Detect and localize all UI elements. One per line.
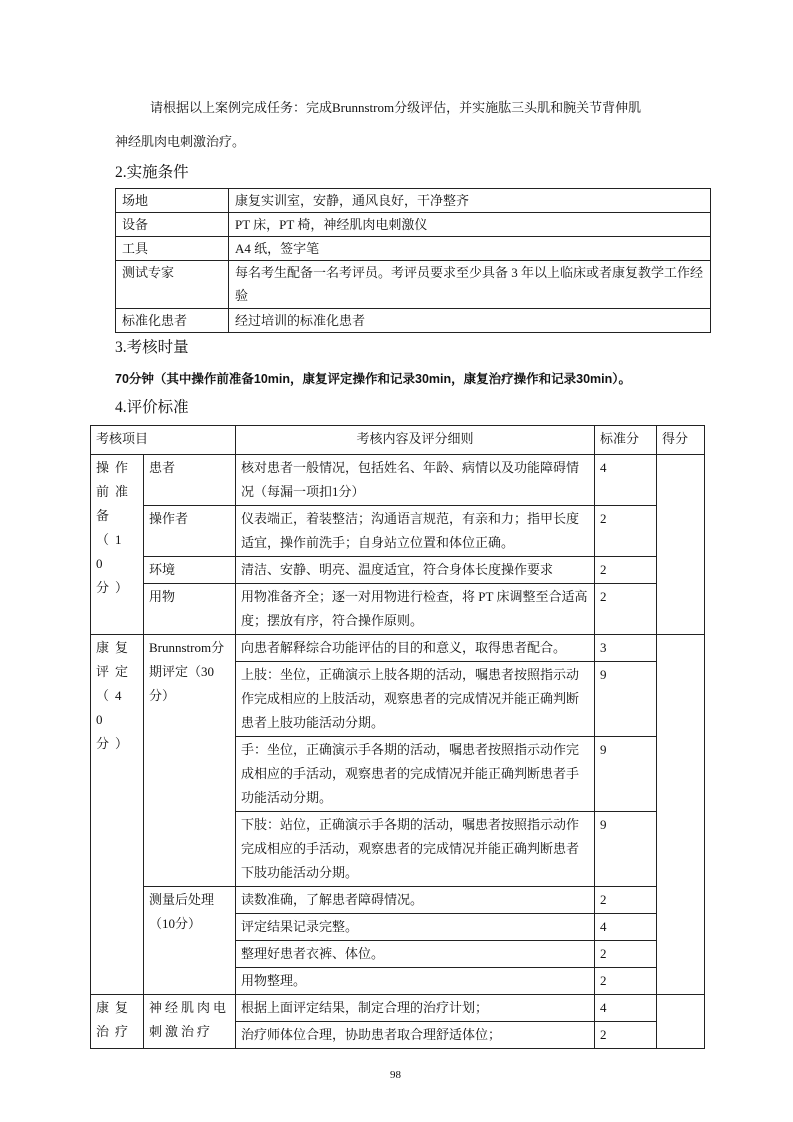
earned-score-cell[interactable] bbox=[657, 995, 705, 1049]
table-header bbox=[91, 426, 705, 455]
header-cell: 标准分 bbox=[595, 426, 657, 455]
content-cell: 清洁、安静、明亮、温度适宜，符合身体长度操作要求 bbox=[236, 557, 595, 584]
table-row bbox=[91, 506, 705, 557]
content-cell: 上肢：坐位，正确演示上肢各期的活动，嘱患者按照指示动作完成相应的上肢活动，观察患者的完成情况并能正确判断患者上肢功能活动分期。 bbox=[236, 662, 595, 737]
content-cell: 评定结果记录完整。 bbox=[236, 914, 595, 941]
intro-line-2: 神经肌肉电刺激治疗。 bbox=[115, 134, 246, 149]
score-cell: 4 bbox=[595, 914, 657, 941]
intro-line-1: 请根据以上案例完成任务：完成Brunnstrom分级评估，并实施肱三头肌和腕关节背伸肌 bbox=[150, 100, 642, 115]
content-cell: 用物准备齐全；逐一对用物进行检查，将 PT 床调整至合适高度；摆放有序，符合操作原则。 bbox=[236, 584, 595, 635]
section-heading: 3.考核时量 bbox=[115, 339, 189, 356]
table-row bbox=[91, 887, 705, 914]
score-cell: 2 bbox=[595, 506, 657, 557]
table-row bbox=[116, 261, 711, 309]
group-cell: 康复评定（40分） bbox=[91, 635, 144, 995]
header-cell: 考核项目 bbox=[91, 426, 236, 455]
table-row bbox=[91, 995, 705, 1022]
cell-label: 测试专家 bbox=[116, 261, 229, 309]
cell-label: 标准化患者 bbox=[116, 309, 229, 333]
score-cell: 2 bbox=[595, 1022, 657, 1049]
content-cell: 用物整理。 bbox=[236, 968, 595, 995]
score-cell: 2 bbox=[595, 887, 657, 914]
sub-cell: Brunnstrom分期评定（30分） bbox=[144, 635, 236, 887]
cell-value: 经过培训的标准化患者 bbox=[229, 309, 711, 333]
page-number: 98 bbox=[390, 1069, 401, 1081]
content-cell: 手：坐位，正确演示手各期的活动，嘱患者按照指示动作完成相应的手活动，观察患者的完成情况并能正确判断患者手功能活动分期。 bbox=[236, 737, 595, 812]
content-cell: 读数准确，了解患者障碍情况。 bbox=[236, 887, 595, 914]
score-cell: 2 bbox=[595, 584, 657, 635]
earned-score-cell[interactable] bbox=[657, 635, 705, 995]
cell-value: A4 纸，签字笔 bbox=[229, 237, 711, 261]
header-cell: 得分 bbox=[657, 426, 705, 455]
cell-label: 工具 bbox=[116, 237, 229, 261]
cell-value: 康复实训室，安静，通风良好，干净整齐 bbox=[229, 189, 711, 213]
score-cell: 4 bbox=[595, 455, 657, 506]
sub-cell: 环境 bbox=[144, 557, 236, 584]
sub-cell: 患者 bbox=[144, 455, 236, 506]
table-row bbox=[91, 455, 705, 506]
sub-cell: 测量后处理（10分） bbox=[144, 887, 236, 995]
sub-cell: 神经肌肉电刺激治疗 bbox=[144, 995, 236, 1049]
content-cell: 根据上面评定结果，制定合理的治疗计划； bbox=[236, 995, 595, 1022]
score-cell: 9 bbox=[595, 812, 657, 887]
table-row bbox=[116, 213, 711, 237]
sub-cell: 用物 bbox=[144, 584, 236, 635]
table-row bbox=[91, 635, 705, 662]
time-text: 70分钟（其中操作前准备10min，康复评定操作和记录30min，康复治疗操作和记录30min）。 bbox=[115, 372, 632, 386]
score-cell: 9 bbox=[595, 737, 657, 812]
section-heading: 2.实施条件 bbox=[115, 164, 189, 181]
cell-label: 设备 bbox=[116, 213, 229, 237]
score-cell: 2 bbox=[595, 968, 657, 995]
group-cell: 操作前准备（10分） bbox=[91, 455, 144, 635]
conditions-table bbox=[115, 188, 711, 333]
cell-label: 场地 bbox=[116, 189, 229, 213]
table-row bbox=[116, 237, 711, 261]
cell-value: PT 床，PT 椅，神经肌肉电刺激仪 bbox=[229, 213, 711, 237]
content-cell: 下肢：站位，正确演示手各期的活动，嘱患者按照指示动作完成相应的手活动，观察患者的完成情况并能正确判断患者下肢功能活动分期。 bbox=[236, 812, 595, 887]
cell-value: 每名考生配备一名考评员。考评员要求至少具备 3 年以上临床或者康复教学工作经验 bbox=[229, 261, 711, 309]
table-row bbox=[91, 584, 705, 635]
content-cell: 治疗师体位合理，协助患者取合理舒适体位； bbox=[236, 1022, 595, 1049]
content-cell: 整理好患者衣裤、体位。 bbox=[236, 941, 595, 968]
content-cell: 向患者解释综合功能评估的目的和意义，取得患者配合。 bbox=[236, 635, 595, 662]
earned-score-cell[interactable] bbox=[657, 455, 705, 635]
score-cell: 2 bbox=[595, 941, 657, 968]
evaluation-table bbox=[90, 425, 705, 1049]
score-cell: 3 bbox=[595, 635, 657, 662]
content-cell: 仪表端正，着装整洁；沟通语言规范，有亲和力；指甲长度适宜，操作前洗手；自身站立位置和体位正确。 bbox=[236, 506, 595, 557]
table-row bbox=[116, 309, 711, 333]
header-cell: 考核内容及评分细则 bbox=[236, 426, 595, 455]
group-cell: 康复治疗 bbox=[91, 995, 144, 1049]
score-cell: 4 bbox=[595, 995, 657, 1022]
table-row bbox=[116, 189, 711, 213]
table-row bbox=[91, 557, 705, 584]
score-cell: 2 bbox=[595, 557, 657, 584]
content-cell: 核对患者一般情况，包括姓名、年龄、病情以及功能障碍情况（每漏一项扣1分） bbox=[236, 455, 595, 506]
sub-cell: 操作者 bbox=[144, 506, 236, 557]
score-cell: 9 bbox=[595, 662, 657, 737]
section-heading: 4.评价标准 bbox=[115, 399, 189, 416]
